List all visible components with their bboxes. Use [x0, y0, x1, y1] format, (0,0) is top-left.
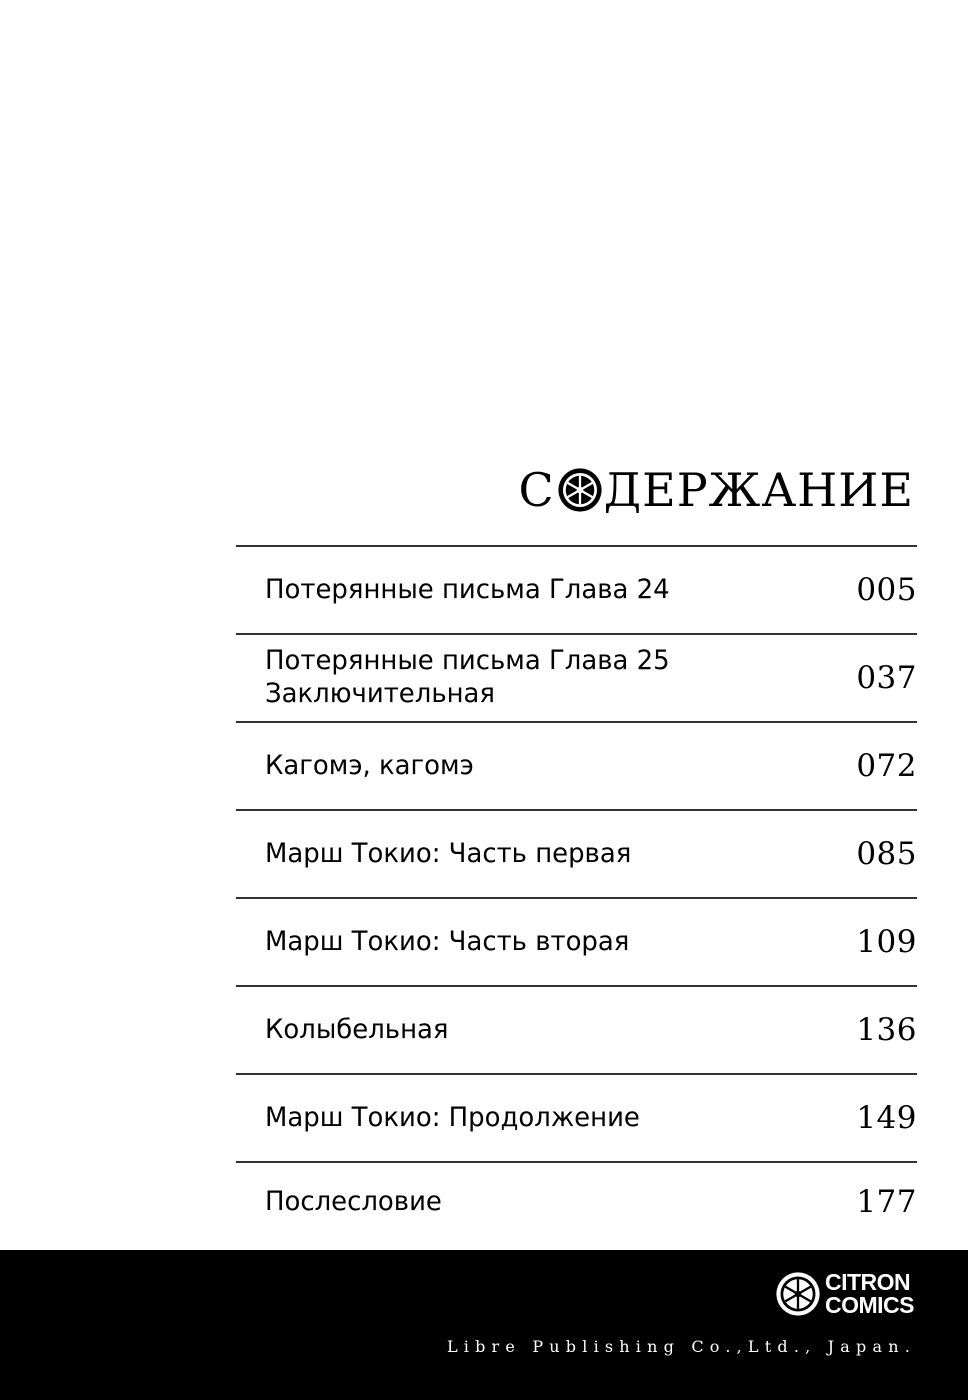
citron-comics-logo: [775, 1271, 914, 1317]
toc-entry: [236, 987, 917, 1073]
toc-entry-title-line1: Потерянные письма Глава 25: [265, 645, 670, 677]
citron-slice-icon: [775, 1271, 821, 1317]
toc-entry-page: 037: [856, 660, 917, 696]
logo-line2: COMICS: [825, 1292, 914, 1318]
page-title: [519, 458, 914, 522]
toc-entry-title: Марш Токио: Продолжение: [265, 1101, 640, 1133]
toc-entry: [236, 723, 917, 809]
toc-entry-title: Послесловие: [265, 1185, 442, 1217]
toc-entry: [236, 899, 917, 985]
toc-entry-page: 136: [856, 1012, 917, 1048]
toc-entry-page: 085: [856, 836, 917, 872]
toc-entry-title-line2: Заключительная: [265, 678, 496, 709]
table-of-contents: [236, 545, 917, 1241]
title-suffix: ДЕРЖАНИЕ: [603, 463, 914, 517]
toc-entry: [236, 811, 917, 897]
toc-entry-page: 005: [856, 572, 917, 608]
toc-entry-page: 072: [856, 748, 917, 784]
toc-entry: [236, 1163, 917, 1241]
publisher-credit: Libre Publishing Co.,Ltd., Japan.: [446, 1337, 916, 1356]
toc-entry-title: Колыбельная: [265, 1013, 449, 1045]
footer-band: [0, 1250, 968, 1400]
title-prefix: С: [518, 463, 555, 517]
toc-entry-title: [265, 645, 670, 711]
logo-text: [825, 1271, 914, 1317]
citron-slice-icon: [557, 467, 603, 513]
toc-entry: [236, 635, 917, 721]
toc-entry: [236, 547, 917, 633]
toc-entry-title: Марш Токио: Часть первая: [265, 837, 632, 869]
logo-line1: CITRON: [825, 1269, 911, 1295]
toc-entry-page: 177: [856, 1184, 917, 1220]
toc-entry-title: Потерянные письма Глава 24: [265, 573, 670, 605]
toc-entry-title: Марш Токио: Часть вторая: [265, 925, 630, 957]
toc-entry-page: 149: [856, 1100, 917, 1136]
toc-entry-title: Кагомэ, кагомэ: [265, 749, 474, 781]
toc-entry: [236, 1075, 917, 1161]
toc-entry-page: 109: [856, 924, 917, 960]
